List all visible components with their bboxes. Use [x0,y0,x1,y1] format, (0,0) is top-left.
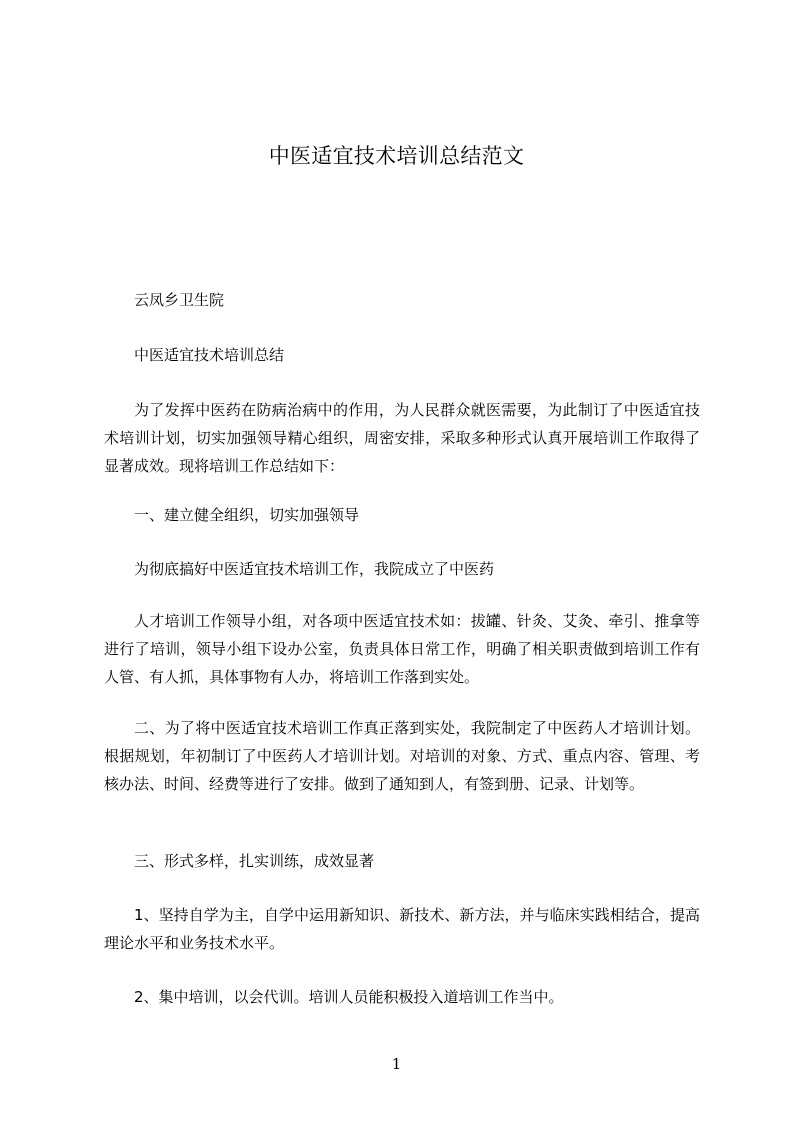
paragraph-intro: 为了发挥中医药在防病治病中的作用，为人民群众就医需要，为此制订了中医适宜技术培训计划，切实加强领导精心组织，周密安排，采取多种形式认真开展培训工作取得了显著成效。现将培训工作总结如下： [104,401,700,475]
document-title: 中医适宜技术培训总结范文 [268,144,525,168]
paragraph-subtitle: 中医适宜技术培训总结 [134,346,285,364]
paragraph-item-2: 2、集中培训，以会代训。培训人员能积极投入道培训工作当中。 [134,988,564,1006]
paragraph-section-1-part-2: 人才培训工作领导小组，对各项中医适宜技术如：拔罐、针灸、艾灸、牵引、推拿等进行了培训，领导小组下设办公室，负责具体日常工作，明确了相关职责做到培训工作有人管、有人抓，具体事物有人办，将培训工作落到实处。 [104,612,700,686]
paragraph-hospital-name: 云凤乡卫生院 [134,291,225,309]
section-heading-1: 一、建立健全组织，切实加强领导 [134,506,360,524]
section-heading-3: 三、形式多样，扎实训练，成效显著 [134,852,375,870]
page-number: 1 [391,1055,402,1073]
paragraph-section-2: 二、为了将中医适宜技术培训工作真正落到实处，我院制定了中医药人才培训计划。根据规划，年初制订了中医药人才培训计划。对培训的对象、方式、重点内容、管理、考核办法、时间、经费等进行了安排。做到了通知到人，有签到册、记录、计划等。 [104,719,700,793]
paragraph-item-1: 1、坚持自学为主，自学中运用新知识、新技术、新方法，并与临床实践相结合，提高理论水平和业务技术水平。 [104,906,700,952]
paragraph-section-1-part-1: 为彻底搞好中医适宜技术培训工作，我院成立了中医药 [134,560,495,578]
